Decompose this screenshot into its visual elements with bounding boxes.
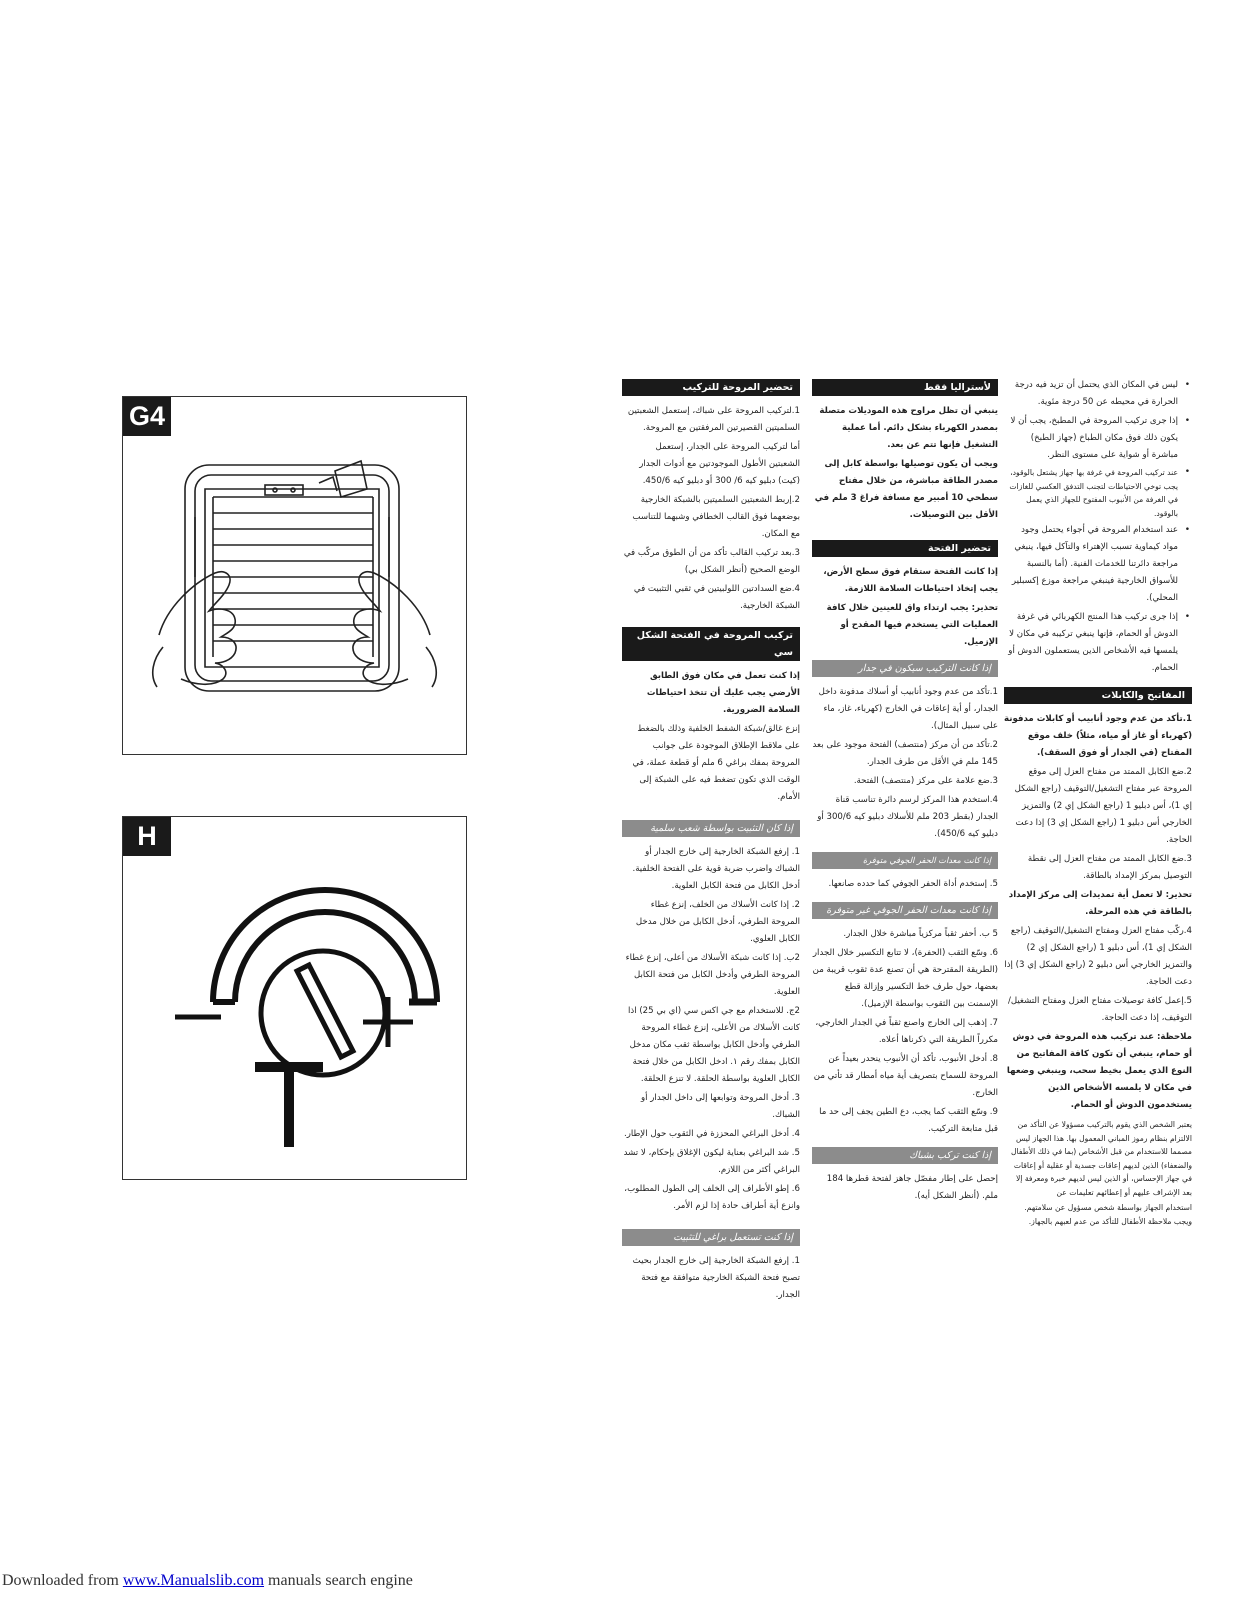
column-fan-preparation (622, 377, 800, 1306)
switch-step-4: 4.ركّب مفتاح العزل ومفتاح التشغيل/التوقيف (راجع الشكل إي 1)، أس دبليو 1 (راجع الشكل إي 2) والتمزيز الخارجي أس دبليو 2 (راجع الشكل إي 3) إذا دعت الحاجة. (1004, 926, 1192, 987)
opening-warning: تحذير: يجب ارتداء واق للعينين خلال كافة العمليات التي يستخدم فيها المقدح أو الإزميل. (826, 603, 998, 647)
precaution-item: • إذا جرى تركيب هذا المنتج الكهربائي في غرفة الدوش أو الحمام، فإنها ينبغي تركيبه في مكان لا يلمسها فيه الأشخاص الذين يستعملون الدوش أو الحمام. (1004, 609, 1192, 677)
figure-h (122, 816, 467, 1180)
core-no-step-7: 7. إذهب إلى الخارج واصنع ثقباً في الجدار الخارجي، مكرراً الطريقة التي ذكرناها أعلاه. (815, 1018, 998, 1045)
download-footer (2, 1572, 413, 1590)
footer-suffix: manuals search engine (264, 1572, 413, 1589)
heading-switches-cables: المفاتيح والكابلات (1004, 687, 1192, 704)
prep-step-1b: أما لتركيب المروحة على الجدار، إستعمل الشعبتين الأطول الموجودتين مع أدوات الجدار (كيت) دبليو كيه 6/ 300 أو دبليو كيه 450/6. (639, 442, 800, 486)
heading-australia-only: لأستراليا فقط (812, 379, 998, 396)
heading-screw-fixing: إذا كنت تستعمل براغي للتثبيت (622, 1229, 800, 1246)
precaution-item: • ليس في المكان الذي يحتمل أن تزيد فيه درجة الحرارة في محيطه عن 50 درجة مئوية. (1004, 377, 1192, 411)
supervision-text: استخدام الجهاز بواسطة شخص مسؤول عن سلامتهم. ويجب ملاحظة الأطفال للتأكد من عدم لعبهم بالجهاز. (1024, 1203, 1192, 1226)
timer-adjust-illustration (123, 817, 466, 1179)
footer-prefix: Downloaded from (2, 1572, 123, 1589)
switch-step-3: 3.ضع الكابل الممتد من مفتاح العزل إلى نقطة التوصيل بمركز الإمداد بالطاقة. (1027, 854, 1192, 881)
heading-cord-fixing: إذا كان التثبيت بواسطة شعب سلمية (622, 820, 800, 837)
figure-h-label: H (123, 817, 171, 856)
switch-warning: تحذير: لا تعمل أية تمديدات إلى مركز الإمداد بالطاقة في هذه المرحلة. (1008, 890, 1192, 917)
cord-step-4: 4. أدخل البراغي المحززة في الثقوب حول الإطار. (623, 1129, 800, 1139)
plus-icon (363, 997, 413, 1047)
core-no-step-5b: 5 ب. أحفر ثقباً مركزياً مباشرة خلال الجدار. (843, 929, 998, 939)
wall-step-3: 3.ضع علامة على مركز (منتصف) الفتحة. (853, 776, 998, 786)
heading-core-unavailable: إذا كانت معدات الحفر الجوفي غير متوفرة (812, 902, 998, 919)
fit-warning: إذا كنت تعمل في مكان فوق الطابق الأرضي يجب عليك أن تتخذ احتياطات السلامة الضرورية. (646, 671, 800, 715)
precaution-item: • إذا جرى تركيب المروحة في المطبخ، يجب أن لا يكون ذلك فوق مكان الطباخ (جهاز الطبخ) مباشرة أو شواية على مستوى النظر. (1004, 413, 1192, 464)
opening-paragraph-1: إذا كانت الفتحة ستقام فوق سطح الأرض، يجب إتخاذ احتياطات السلامة اللازمة. (823, 567, 998, 594)
core-no-step-6: 6. وسّع الثقب (الحفرة)، لا تتابع التكسير خلال الجدار (الطريقة المقترحة هي أن تصنع عدة ثقوب قريبة من بعضها، حول طرف خط التكسير وإزالة قطع الإسمنت بين الثقوب بواسطة الإزميل). (812, 948, 998, 1009)
heading-prepare-opening: تحضير الفتحة (812, 540, 998, 557)
column-switches-cables (1004, 377, 1192, 1230)
prep-step-4: 4.ضع السدادتين اللولبيتين في ثقبي التثبيت في الشبكة الخارجية. (633, 584, 800, 611)
heading-fan-preparation: تحضير المروحة للتركيب (622, 379, 800, 396)
cord-step-2: 2. إذا كانت الأسلاك من الخلف، إنزع غطاء المروحة الطرفي، أدخل الكابل من خلال مدخل الكابل العلوي. (635, 900, 800, 944)
prep-step-3: 3.بعد تركيب القالب تأكد من أن الطوق مركّب في الوضع الصحيح (أنظر الشكل بي) (623, 548, 800, 575)
column-aus-opening (812, 377, 998, 1207)
cord-step-1: 1. إرفع الشبكة الخارجية إلى خارج الجدار أو الشباك واضرب ضربة قوية على الفتحة الخلفية. أدخل الكابل من فتحة الكابل العلوية. (632, 847, 800, 891)
heading-core-available: إذا كانت معدات الحفر الجوفي متوفرة (812, 852, 998, 869)
precaution-item: • عند تركيب المروحة في غرفة بها جهاز يشتعل بالوقود، يجب توخي الاحتياطات لتجنب التدفق العكسي للغازات في الغرفة من الأنبوب المفتوح للجهاز الذي يعمل بالوقود. (1004, 466, 1192, 520)
timer-t-icon (255, 1067, 323, 1147)
fit-instructions: إنزع غالق/شبكة الشفط الخلفية وذلك بالضغط على ملاقط الإطلاق الموجودة على جوانب المروحة بمفك براغي 6 ملم أو قطعة عملة، في الوقت الذي تكون تضغط فيه على الشبكة إلى الأمام. (632, 724, 800, 802)
core-no-step-8: 8. أدخل الأنبوب، تأكد أن الأنبوب ينحدر بعيداً عن المروحة للسماح بتصريف أية مياه أمطار قد تأتي من الخارج. (813, 1054, 998, 1098)
window-paragraph: إحصل على إطار مفصّل جاهز لفتحة قطرها 184 ملم. (أنظر الشكل أيه). (826, 1174, 998, 1201)
cord-step-6: 6. إطو الأطراف إلى الخلف إلى الطول المطلوب، وانزع أية أطراف حادة إذا لزم الأمر. (624, 1184, 800, 1211)
cord-step-5: 5. شد البراغي بعناية ليكون الإغلاق بإحكام، لا تشد البراغي أكثر من اللازم. (623, 1148, 800, 1175)
manualslib-link[interactable]: www.Manualslib.com (122, 1572, 265, 1589)
core-no-step-9: 9. وسّع الثقب كما يجب، دع الطين يجف إلى حد ما قبل متابعة التركيب. (819, 1107, 998, 1134)
figure-g4 (122, 396, 467, 755)
wall-step-2: 2.تأكد من أن مركز (منتصف) الفتحة موجود على بعد 145 ملم في الأقل من طرف الجدار. (812, 740, 998, 767)
switch-step-1: 1.تأكد من عدم وجود أنابيب أو كابلات مدفونة (كهرباء أو غاز أو مياه، مثلاً) خلف موقع المفتاح (في الجدار أو فوق السقف). (1004, 714, 1192, 758)
wall-step-4: 4.استخدم هذا المركز لرسم دائرة تناسب قناة الجدار (بقطر 203 ملم للأسلاك دبليو كيه 300/6 أو دبليو كيه 450/6). (817, 795, 998, 839)
precaution-item: • عند استخدام المروحة في أجواء يحتمل وجود مواد كيماوية تسبب الإهتراء والتآكل فيها، ينبغي مراجعة دائرتنا للخدمات الفنية. (أما بالنسبة للأسواق الخارجية فينبغي مراجعة موزع إكسبلير المحلي). (1004, 522, 1192, 607)
switch-note: ملاحظة: عند تركيب هذه المروحة في دوش أو حمام، ينبغي أن تكون كافة المفاتيح من النوع الذي يعمل بخيط سحب، وينبغي وضعها في مكان لا يلمسه الأشخاص الذين يستخدمون الدوش أو الحمام. (1006, 1032, 1192, 1110)
cord-step-3: 3. أدخل المروحة وتوابعها إلى داخل الجدار أو الشباك. (641, 1093, 800, 1120)
switch-step-2: 2.ضع الكابل الممتد من مفتاح العزل إلى موقع المروحة عبر مفتاح التشغيل/التوقيف (راجع الشكل إي 1)، أس دبليو 1 (راجع الشكل إي 2) والتمزيز الخارجي أس دبليو 1 (راجع الشكل إي 3) إذا دعت الحاجة. (1014, 767, 1192, 845)
cord-step-2c: 2ج. للاستخدام مع جي اكس سي (اي بي 25) اذا كانت الأسلاك من الأعلى، إنزع غطاء المروحة الطرفي وأدخل الكابل بواسطة ثقب مكان مدخل الكابل بمفك رقم ١. ادخل الكابل من خلال فتحة الكابل العلوية بواسطة الحلقة. لا تنزع الحلقة. (627, 1006, 800, 1084)
prep-step-2: 2.إربط الشعبتين السلميتين بالشبكة الخارجية بوضعهما فوق القالب الخطافي وشبهما للتناسب مع المكان. (632, 495, 800, 539)
wall-step-1: 1.تأكد من عدم وجود أنابيب أو أسلاك مدفونة داخل الجدار، أو أية إعاقات في الخارج (كهرباء، غاز، ماء على سبيل المثال). (818, 687, 998, 731)
heading-window-install: إذا كنت تركب بشباك (812, 1147, 998, 1164)
fan-grille-hands-illustration (123, 397, 466, 754)
figure-g4-label: G4 (123, 397, 171, 436)
aus-paragraph-2: ويجب أن يكون توصيلها بواسطة كابل إلى مصدر الطاقة مباشرة، من خلال مفتاح سطحي 10 أمبير مع مسافة فراغ 3 ملم في الأقل بين التوصيلات. (814, 459, 998, 520)
prep-step-1: 1.لتركيب المروحة على شباك، إستعمل الشعبتين السلميتين القصيرتين المرفقتين مع المروحة. (627, 406, 800, 433)
cord-step-2b: 2ب. إذا كانت شبكة الأسلاك من أعلى، إنزع غطاء المروحة الطرفي وأدخل الكابل من فتحة الكابل العلوية. (625, 953, 800, 997)
switch-step-5: 5.إعمل كافة توصيلات مفتاح العزل ومفتاح التشغيل/التوقيف، إذا دعت الحاجة. (1007, 996, 1192, 1023)
precautions-list (1004, 377, 1192, 677)
aus-paragraph-1: ينبغي أن تظل مراوح هذه الموديلات متصلة بمصدر الكهرباء بشكل دائم. أما عملية التشغيل فإنها تتم عن بعد. (819, 406, 998, 450)
installer-responsibility-text: يعتبر الشخص الذي يقوم بالتركيب مسؤولا عن التأكد من الالتزام بنظام رموز المباني المعمول بها. هذا الجهاز ليس مصمما للاستخدام من قبل الأشخاص (بما في ذلك الأطفال والضعفاء) الذين لديهم إعاقات جسدية أو عقلية أو إعاقات في جهاز الإحساس، أو الذين ليس لديهم خبرة ومعرفة إلا بعد الإشراف عليهم أو إعطائهم تعليمات عن (1011, 1120, 1192, 1197)
heading-fit-fan: تركيب المروحة في الفتحة الشكل سي (622, 627, 800, 661)
heading-wall-install: إذا كانت التركيب سيكون في جدار (812, 660, 998, 677)
screw-step-1: 1. إرفع الشبكة الخارجية إلى خارج الجدار بحيث تصبح فتحة الشبكة الخارجية متوافقة مع فتحة الجدار. (632, 1256, 800, 1300)
core-step-5: 5. إستخدم أداة الحفر الجوفي كما حدده صانعها. (828, 879, 998, 889)
